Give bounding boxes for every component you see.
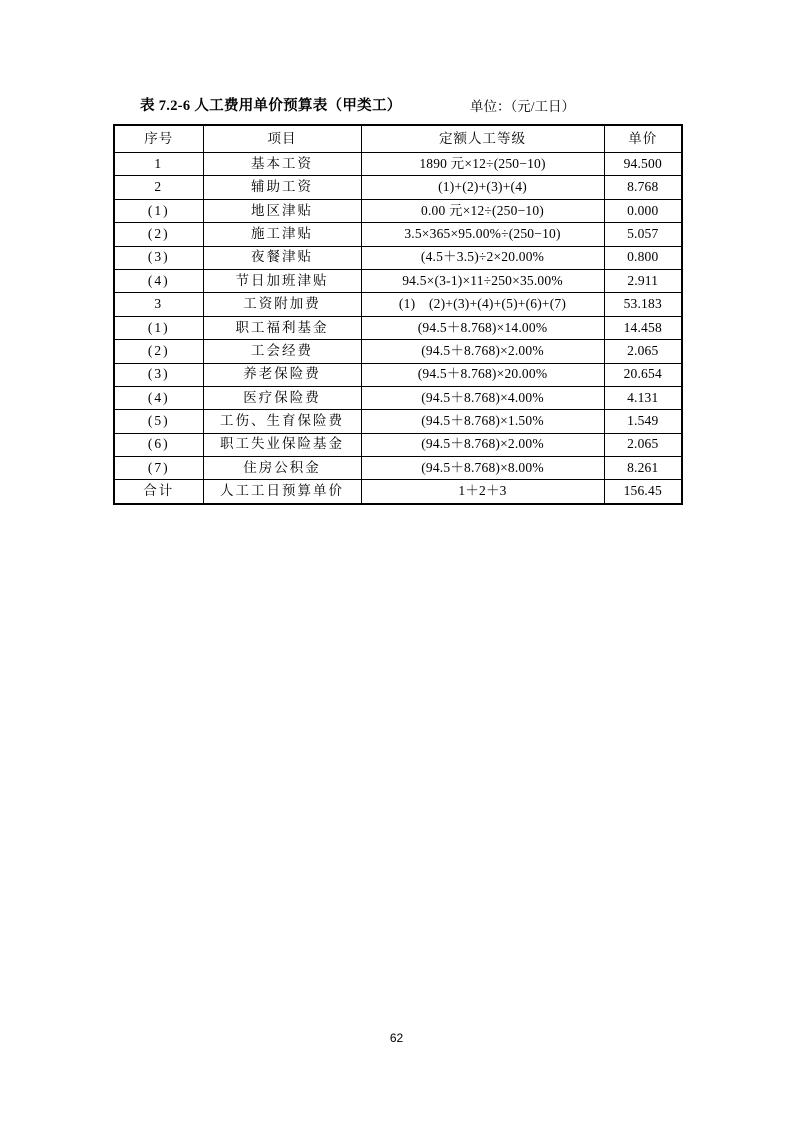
- cell-serial: (3): [114, 363, 203, 386]
- cell-item: 医疗保险费: [203, 386, 361, 409]
- cell-price: 0.000: [604, 199, 682, 222]
- column-header-serial: 序号: [114, 125, 203, 153]
- cell-serial: 合计: [114, 480, 203, 504]
- cell-serial: (2): [114, 340, 203, 363]
- table-row: [114, 316, 682, 339]
- cell-price: 4.131: [604, 386, 682, 409]
- cell-serial: 2: [114, 176, 203, 199]
- cell-formula: (1) (2)+(3)+(4)+(5)+(6)+(7): [361, 293, 604, 316]
- cell-formula: (94.5＋8.768)×8.00%: [361, 457, 604, 480]
- cell-price: 2.911: [604, 269, 682, 292]
- cell-formula: 94.5×(3-1)×11÷250×35.00%: [361, 269, 604, 292]
- column-header-formula: 定额人工等级: [361, 125, 604, 153]
- cell-serial: (4): [114, 386, 203, 409]
- column-header-item: 项目: [203, 125, 361, 153]
- cell-price: 14.458: [604, 316, 682, 339]
- cell-item: 基本工资: [203, 153, 361, 176]
- cell-serial: (7): [114, 457, 203, 480]
- cell-formula: 1890 元×12÷(250−10): [361, 153, 604, 176]
- cell-item: 人工工日预算单价: [203, 480, 361, 504]
- budget-table-body: [114, 153, 682, 505]
- cell-serial: 3: [114, 293, 203, 316]
- cell-serial: (3): [114, 246, 203, 269]
- table-row: [114, 199, 682, 222]
- cell-formula: 0.00 元×12÷(250−10): [361, 199, 604, 222]
- cell-item: 住房公积金: [203, 457, 361, 480]
- cell-price: 8.261: [604, 457, 682, 480]
- unit-label: 单位：（元/工日）: [470, 99, 576, 114]
- cell-formula: (1)+(2)+(3)+(4): [361, 176, 604, 199]
- cell-formula: 3.5×365×95.00%÷(250−10): [361, 223, 604, 246]
- cell-item: 地区津贴: [203, 199, 361, 222]
- cell-formula: (94.5＋8.768)×2.00%: [361, 433, 604, 456]
- column-header-price: 单价: [604, 125, 682, 153]
- page-number: 62: [389, 1031, 404, 1045]
- cell-item: 工会经费: [203, 340, 361, 363]
- cell-item: 职工失业保险基金: [203, 433, 361, 456]
- cell-serial: (1): [114, 316, 203, 339]
- cell-price: 8.768: [604, 176, 682, 199]
- budget-table: [113, 124, 683, 505]
- table-row: [114, 410, 682, 433]
- cell-item: 工伤、生育保险费: [203, 410, 361, 433]
- table-row: [114, 176, 682, 199]
- table-row: [114, 386, 682, 409]
- cell-price: 94.500: [604, 153, 682, 176]
- cell-price: 0.800: [604, 246, 682, 269]
- cell-serial: (5): [114, 410, 203, 433]
- table-row: [114, 153, 682, 176]
- cell-price: 2.065: [604, 433, 682, 456]
- cell-formula: (4.5＋3.5)÷2×20.00%: [361, 246, 604, 269]
- cell-item: 养老保险费: [203, 363, 361, 386]
- cell-formula: (94.5＋8.768)×4.00%: [361, 386, 604, 409]
- cell-item: 辅助工资: [203, 176, 361, 199]
- cell-serial: 1: [114, 153, 203, 176]
- table-caption: 表 7.2-6 人工费用单价预算表（甲类工）: [140, 98, 402, 114]
- cell-serial: (2): [114, 223, 203, 246]
- table-row: [114, 340, 682, 363]
- cell-price: 1.549: [604, 410, 682, 433]
- cell-formula: 1＋2＋3: [361, 480, 604, 504]
- cell-formula: (94.5＋8.768)×2.00%: [361, 340, 604, 363]
- cell-serial: (4): [114, 269, 203, 292]
- table-row: [114, 480, 682, 504]
- cell-price: 2.065: [604, 340, 682, 363]
- cell-item: 职工福利基金: [203, 316, 361, 339]
- cell-formula: (94.5＋8.768)×1.50%: [361, 410, 604, 433]
- cell-item: 节日加班津贴: [203, 269, 361, 292]
- cell-item: 施工津贴: [203, 223, 361, 246]
- cell-formula: (94.5＋8.768)×20.00%: [361, 363, 604, 386]
- cell-price: 5.057: [604, 223, 682, 246]
- table-row: [114, 246, 682, 269]
- table-row: [114, 269, 682, 292]
- table-row: [114, 223, 682, 246]
- cell-price: 20.654: [604, 363, 682, 386]
- table-row: [114, 363, 682, 386]
- cell-item: 夜餐津贴: [203, 246, 361, 269]
- table-row: [114, 293, 682, 316]
- cell-price: 156.45: [604, 480, 682, 504]
- cell-serial: (1): [114, 199, 203, 222]
- cell-price: 53.183: [604, 293, 682, 316]
- table-row: [114, 457, 682, 480]
- table-row: [114, 433, 682, 456]
- cell-serial: (6): [114, 433, 203, 456]
- table-header-row: [114, 125, 682, 153]
- cell-formula: (94.5＋8.768)×14.00%: [361, 316, 604, 339]
- cell-item: 工资附加费: [203, 293, 361, 316]
